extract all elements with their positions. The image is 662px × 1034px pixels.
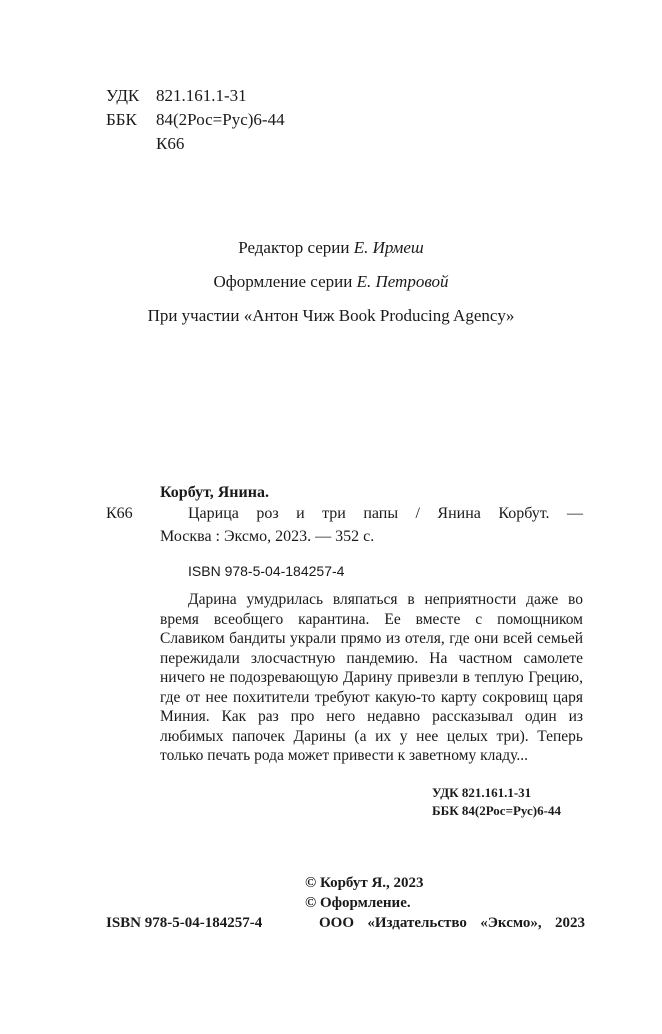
book-title-line: Царица роз и три папы / Янина Корбут. — xyxy=(188,505,583,522)
copyright-design: © Оформление. xyxy=(305,895,411,911)
series-design-prefix: Оформление серии xyxy=(213,272,353,291)
series-design-name: Е. Петровой xyxy=(356,272,449,291)
bbk-label: ББК xyxy=(106,110,137,129)
series-design-line xyxy=(0,270,662,294)
card-isbn: ISBN 978-5-04-184257-4 xyxy=(188,563,345,579)
card-udk: УДК 821.161.1-31 xyxy=(432,785,532,800)
author-mark: К66 xyxy=(156,134,185,153)
udk-value: 821.161.1-31 xyxy=(156,86,247,105)
author-heading: Корбут, Янина. xyxy=(160,484,269,501)
series-editor-line xyxy=(0,236,662,260)
bbk-value: 84(2Рос=Рус)6-44 xyxy=(156,110,285,129)
udk-row xyxy=(0,84,662,108)
footer-isbn: ISBN 978-5-04-184257-4 xyxy=(106,915,263,931)
book-imprint-line: Москва : Эксмо, 2023. — 352 с. xyxy=(160,528,375,545)
book-annotation: Дарина умудрилась вляпаться в неприятности даже во время всеобщего карантина. Ее вместе с помощником Славиком бандиты украли прямо из отеля, где они всей семьей пережидали злосчастную пандемию. На частном самолете ничего не подозревающую Дарину привезли в теплую Грецию, где от нее похитители требуют какую-то карту сокровищ царя Миния. Как раз про него недавно рассказывал один из любимых папочек Дарины (а их у нее целых три). Теперь только печать рода может привести к заветному кладу... xyxy=(160,591,583,764)
udk-label: УДК xyxy=(106,86,140,105)
bbk-row xyxy=(0,108,662,132)
series-editor-name: Е. Ирмеш xyxy=(353,238,424,257)
card-author-mark: К66 xyxy=(106,505,133,522)
participation-line: При участии «Антон Чиж Book Producing Agency» xyxy=(147,306,515,325)
copyright-publisher: ООО «Издательство «Эксмо», 2023 xyxy=(319,915,585,931)
series-editor-prefix: Редактор серии xyxy=(238,238,350,257)
copyright-author: © Корбут Я., 2023 xyxy=(305,875,424,891)
card-bbk: ББК 84(2Рос=Рус)6-44 xyxy=(432,803,561,818)
